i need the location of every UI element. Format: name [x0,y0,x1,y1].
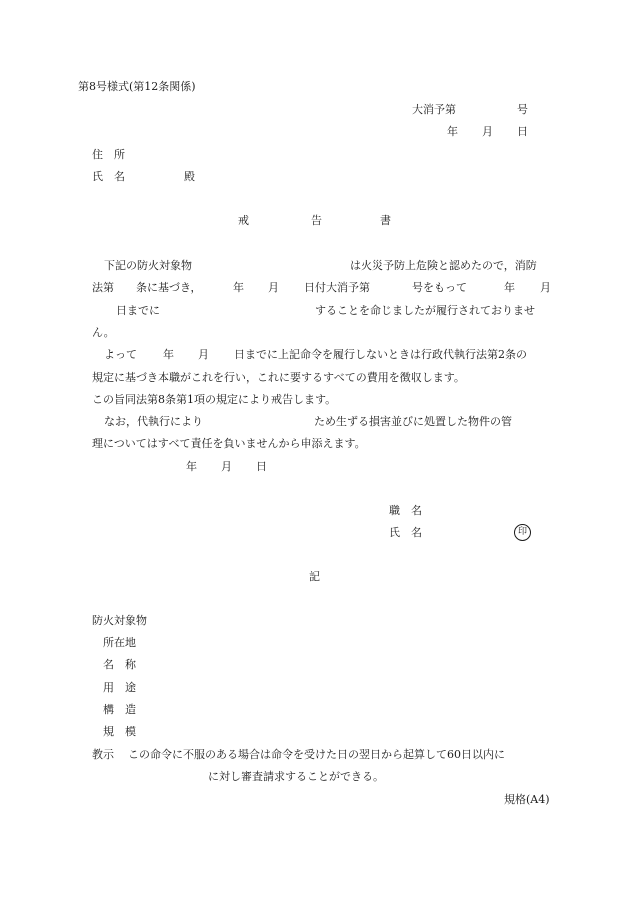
reference-suffix: 号 [517,103,528,116]
target-field-structure: 構 造 [103,703,136,716]
signer-name-label: 氏 名 [389,526,422,539]
body-line-2b: 条に基づき， [136,281,202,294]
document-title-char-1: 戒 [238,214,249,227]
recipient-name-label: 氏 名 [92,170,125,183]
sign-date-day: 日 [256,460,267,473]
target-field-use: 用 途 [103,681,136,694]
body-line-6: 規定に基づき本職がこれを行い，これに要するすべての費用を徴収します。 [92,371,465,384]
seal-mark: 印 [514,524,531,541]
body-line-2d: 月 [268,281,279,294]
body-line-7: この旨同法第8条第1項の規定により戒告します。 [92,393,337,406]
body-line-8a: なお，代執行により [104,415,203,428]
body-line-1b: は火災予防上危険と認めたので，消防 [350,259,537,272]
signer-title-label: 職 名 [389,504,422,517]
ki-heading: 記 [309,570,320,583]
notice-line-2: に対し審査請求することができる。 [208,770,384,783]
sign-date-year: 年 [186,460,197,473]
body-line-3a: 日までに [116,304,160,317]
body-line-2e: 日付大消予第 [304,281,370,294]
body-line-5c: 月 [198,348,209,361]
target-field-name: 名 称 [103,658,136,671]
issue-year: 年 [447,125,458,138]
body-line-5b: 年 [163,348,174,361]
issue-month: 月 [482,125,493,138]
body-line-1a: 下記の防火対象物 [104,259,192,272]
reference-prefix: 大消予第 [412,103,456,116]
document-title-char-2: 告 [311,214,322,227]
body-line-2h: 月 [540,281,551,294]
body-line-2g: 年 [504,281,515,294]
recipient-honorific: 殿 [184,170,195,183]
body-line-9: 理についてはすべて責任を負いませんから申添えます。 [92,437,366,450]
body-line-4: ん。 [92,326,115,339]
body-line-8b: ため生ずる損害並びに処置した物件の管 [314,415,512,428]
recipient-address-label: 住 所 [92,148,125,161]
body-line-2f: 号をもって [412,281,467,294]
issue-day: 日 [517,125,528,138]
target-heading: 防火対象物 [92,614,147,627]
form-label: 第8号様式(第12条関係) [78,80,196,93]
body-line-5d: 日までに上記命令を履行しないときは行政代執行法第2条の [234,348,527,361]
body-line-3b: することを命じましたが履行されておりませ [315,304,535,317]
body-line-2a: 法第 [92,281,114,294]
paper-size-label: 規格(A4) [504,793,550,806]
body-line-5a: よって [104,348,137,361]
target-field-location: 所在地 [103,636,136,649]
notice-line-1: この命令に不服のある場合は命令を受けた日の翌日から起算して60日以内に [128,748,505,761]
notice-label: 教示 [92,748,114,761]
target-field-scale: 規 模 [103,725,136,738]
body-line-2c: 年 [233,281,244,294]
sign-date-month: 月 [221,460,232,473]
document-title-char-3: 書 [380,214,391,227]
